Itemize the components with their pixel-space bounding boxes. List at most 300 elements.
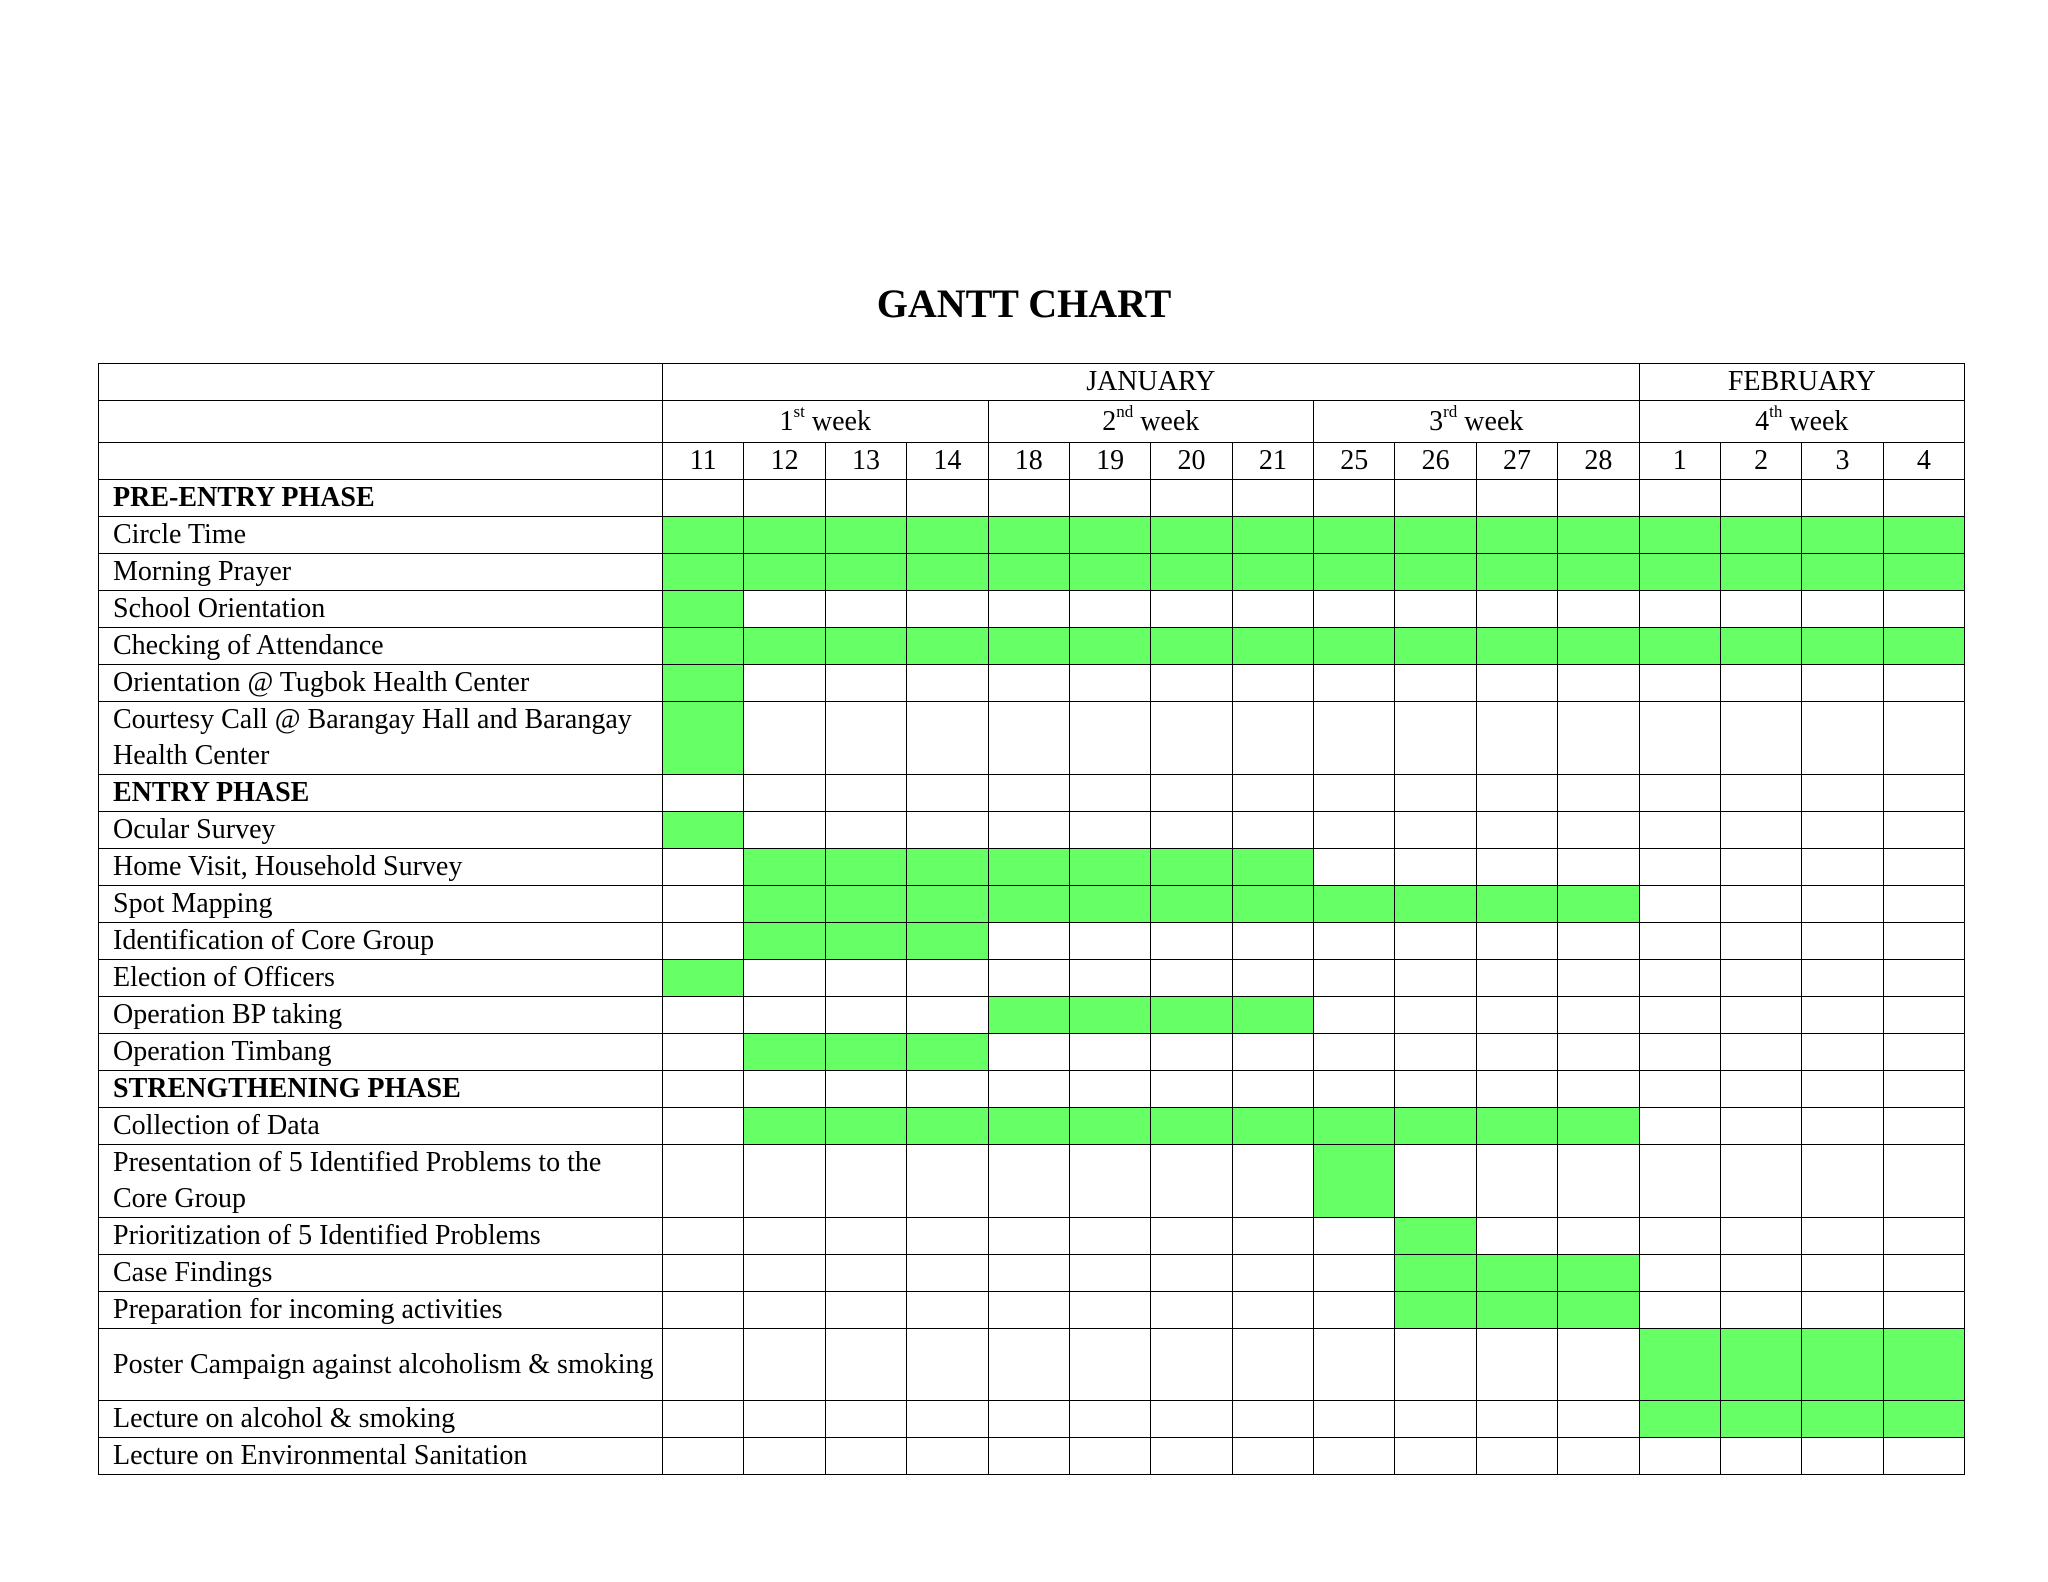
gantt-empty-cell — [1314, 1071, 1395, 1108]
task-row — [99, 1401, 1965, 1438]
gantt-bar-cell — [907, 923, 988, 960]
gantt-empty-cell — [1476, 812, 1557, 849]
gantt-bar-cell — [744, 1034, 825, 1071]
gantt-empty-cell — [825, 1438, 906, 1475]
gantt-empty-cell — [1151, 812, 1232, 849]
gantt-empty-cell — [1883, 1218, 1964, 1255]
gantt-empty-cell — [1720, 702, 1801, 775]
task-row — [99, 591, 1965, 628]
gantt-bar-cell — [1395, 886, 1476, 923]
gantt-empty-cell — [1802, 480, 1883, 517]
task-row — [99, 1034, 1965, 1071]
gantt-bar-cell — [988, 628, 1069, 665]
gantt-empty-cell — [1720, 923, 1801, 960]
gantt-empty-cell — [663, 849, 744, 886]
task-label: Collection of Data — [99, 1108, 663, 1145]
gantt-empty-cell — [988, 591, 1069, 628]
gantt-bar-cell — [1639, 517, 1720, 554]
gantt-empty-cell — [907, 997, 988, 1034]
phase-label: ENTRY PHASE — [99, 775, 663, 812]
gantt-empty-cell — [825, 702, 906, 775]
gantt-empty-cell — [1639, 1071, 1720, 1108]
gantt-empty-cell — [1314, 849, 1395, 886]
gantt-empty-cell — [1314, 1255, 1395, 1292]
gantt-empty-cell — [1883, 923, 1964, 960]
gantt-empty-cell — [907, 775, 988, 812]
gantt-empty-cell — [1151, 1292, 1232, 1329]
gantt-empty-cell — [988, 960, 1069, 997]
gantt-empty-cell — [1476, 1401, 1557, 1438]
gantt-empty-cell — [1802, 886, 1883, 923]
gantt-empty-cell — [1232, 923, 1313, 960]
gantt-empty-cell — [1639, 1438, 1720, 1475]
gantt-bar-cell — [1639, 1401, 1720, 1438]
gantt-empty-cell — [663, 480, 744, 517]
gantt-bar-cell — [1395, 628, 1476, 665]
gantt-empty-cell — [1232, 702, 1313, 775]
gantt-empty-cell — [1232, 1329, 1313, 1401]
gantt-empty-cell — [1476, 591, 1557, 628]
gantt-empty-cell — [1232, 665, 1313, 702]
gantt-bar-cell — [1476, 1292, 1557, 1329]
gantt-bar-cell — [1395, 554, 1476, 591]
gantt-bar-cell — [663, 628, 744, 665]
gantt-bar-cell — [1069, 554, 1150, 591]
gantt-empty-cell — [1314, 1292, 1395, 1329]
gantt-empty-cell — [825, 997, 906, 1034]
week-number: 2 — [1102, 405, 1117, 437]
gantt-empty-cell — [825, 812, 906, 849]
gantt-empty-cell — [1802, 812, 1883, 849]
gantt-empty-cell — [1883, 1071, 1964, 1108]
gantt-empty-cell — [825, 1329, 906, 1401]
gantt-empty-cell — [1151, 1071, 1232, 1108]
gantt-empty-cell — [1558, 1071, 1639, 1108]
day-header: 25 — [1314, 443, 1395, 480]
gantt-empty-cell — [1314, 997, 1395, 1034]
gantt-empty-cell — [744, 1329, 825, 1401]
gantt-bar-cell — [1476, 517, 1557, 554]
gantt-empty-cell — [744, 775, 825, 812]
gantt-bar-cell — [1883, 517, 1964, 554]
task-row — [99, 960, 1965, 997]
gantt-empty-cell — [988, 665, 1069, 702]
gantt-empty-cell — [1720, 665, 1801, 702]
gantt-empty-cell — [1802, 1108, 1883, 1145]
gantt-empty-cell — [1883, 886, 1964, 923]
gantt-bar-cell — [1802, 1329, 1883, 1401]
month-header: FEBRUARY — [1639, 364, 1965, 401]
gantt-bar-cell — [1639, 1329, 1720, 1401]
gantt-bar-cell — [1314, 517, 1395, 554]
gantt-bar-cell — [1069, 517, 1150, 554]
gantt-bar-cell — [1802, 517, 1883, 554]
gantt-bar-cell — [1883, 1329, 1964, 1401]
gantt-bar-cell — [825, 517, 906, 554]
gantt-empty-cell — [988, 702, 1069, 775]
gantt-bar-cell — [1395, 1292, 1476, 1329]
gantt-empty-cell — [1395, 591, 1476, 628]
gantt-empty-cell — [1395, 1145, 1476, 1218]
gantt-empty-cell — [1476, 1034, 1557, 1071]
task-label: Identification of Core Group — [99, 923, 663, 960]
gantt-empty-cell — [907, 1218, 988, 1255]
gantt-bar-cell — [825, 886, 906, 923]
gantt-empty-cell — [744, 1292, 825, 1329]
gantt-bar-cell — [1151, 517, 1232, 554]
gantt-empty-cell — [825, 665, 906, 702]
gantt-empty-cell — [1720, 960, 1801, 997]
gantt-empty-cell — [1314, 923, 1395, 960]
gantt-empty-cell — [744, 1218, 825, 1255]
gantt-empty-cell — [907, 1071, 988, 1108]
gantt-empty-cell — [663, 1108, 744, 1145]
task-label: Circle Time — [99, 517, 663, 554]
gantt-bar-cell — [1883, 554, 1964, 591]
gantt-empty-cell — [825, 1255, 906, 1292]
gantt-bar-cell — [1232, 517, 1313, 554]
gantt-empty-cell — [1802, 1034, 1883, 1071]
day-header: 11 — [663, 443, 744, 480]
gantt-empty-cell — [1639, 1255, 1720, 1292]
gantt-empty-cell — [988, 923, 1069, 960]
task-row — [99, 1145, 1965, 1218]
gantt-bar-cell — [1720, 1329, 1801, 1401]
gantt-empty-cell — [1476, 775, 1557, 812]
task-row — [99, 628, 1965, 665]
gantt-empty-cell — [663, 886, 744, 923]
gantt-empty-cell — [1151, 702, 1232, 775]
gantt-empty-cell — [1476, 480, 1557, 517]
gantt-bar-cell — [1232, 628, 1313, 665]
gantt-empty-cell — [1802, 1071, 1883, 1108]
gantt-empty-cell — [1151, 923, 1232, 960]
gantt-empty-cell — [1883, 1108, 1964, 1145]
gantt-empty-cell — [1395, 1071, 1476, 1108]
gantt-bar-cell — [1314, 1145, 1395, 1218]
gantt-empty-cell — [907, 1438, 988, 1475]
month-header: JANUARY — [663, 364, 1640, 401]
gantt-empty-cell — [663, 1292, 744, 1329]
gantt-empty-cell — [1639, 591, 1720, 628]
gantt-empty-cell — [1558, 849, 1639, 886]
gantt-empty-cell — [1314, 1218, 1395, 1255]
gantt-bar-cell — [663, 591, 744, 628]
task-label: Morning Prayer — [99, 554, 663, 591]
day-header: 12 — [744, 443, 825, 480]
phase-label: PRE-ENTRY PHASE — [99, 480, 663, 517]
gantt-empty-cell — [1720, 591, 1801, 628]
day-header: 26 — [1395, 443, 1476, 480]
gantt-empty-cell — [1883, 1292, 1964, 1329]
task-row — [99, 923, 1965, 960]
gantt-empty-cell — [744, 591, 825, 628]
gantt-empty-cell — [907, 591, 988, 628]
gantt-bar-cell — [907, 554, 988, 591]
gantt-empty-cell — [1395, 1329, 1476, 1401]
gantt-empty-cell — [907, 702, 988, 775]
gantt-empty-cell — [907, 665, 988, 702]
gantt-empty-cell — [1232, 1292, 1313, 1329]
gantt-bar-cell — [1232, 886, 1313, 923]
week-header-row — [99, 401, 1965, 443]
gantt-empty-cell — [907, 1145, 988, 1218]
gantt-empty-cell — [1802, 1438, 1883, 1475]
gantt-empty-cell — [1476, 923, 1557, 960]
gantt-empty-cell — [1639, 702, 1720, 775]
task-label: Prioritization of 5 Identified Problems — [99, 1218, 663, 1255]
gantt-empty-cell — [1639, 775, 1720, 812]
gantt-empty-cell — [1639, 1292, 1720, 1329]
day-header: 2 — [1720, 443, 1801, 480]
gantt-empty-cell — [1720, 997, 1801, 1034]
gantt-bar-cell — [663, 702, 744, 775]
task-label: Operation BP taking — [99, 997, 663, 1034]
gantt-empty-cell — [1232, 591, 1313, 628]
gantt-empty-cell — [663, 1401, 744, 1438]
gantt-empty-cell — [1802, 849, 1883, 886]
gantt-empty-cell — [1802, 665, 1883, 702]
gantt-empty-cell — [1069, 812, 1150, 849]
gantt-bar-cell — [825, 1034, 906, 1071]
task-label: Spot Mapping — [99, 886, 663, 923]
gantt-bar-cell — [825, 628, 906, 665]
gantt-empty-cell — [825, 1071, 906, 1108]
gantt-bar-cell — [1802, 554, 1883, 591]
gantt-empty-cell — [1558, 665, 1639, 702]
gantt-empty-cell — [663, 1034, 744, 1071]
gantt-empty-cell — [663, 1329, 744, 1401]
gantt-bar-cell — [1395, 517, 1476, 554]
phase-label: STRENGTHENING PHASE — [99, 1071, 663, 1108]
gantt-bar-cell — [1151, 997, 1232, 1034]
gantt-empty-cell — [1802, 702, 1883, 775]
gantt-empty-cell — [1314, 591, 1395, 628]
gantt-bar-cell — [1151, 628, 1232, 665]
gantt-empty-cell — [1151, 665, 1232, 702]
gantt-empty-cell — [663, 1145, 744, 1218]
gantt-bar-cell — [1314, 1108, 1395, 1145]
gantt-empty-cell — [744, 1255, 825, 1292]
gantt-empty-cell — [1558, 702, 1639, 775]
gantt-empty-cell — [1314, 1034, 1395, 1071]
gantt-empty-cell — [1558, 1438, 1639, 1475]
gantt-bar-cell — [744, 849, 825, 886]
gantt-empty-cell — [744, 997, 825, 1034]
gantt-empty-cell — [907, 1292, 988, 1329]
gantt-empty-cell — [1802, 960, 1883, 997]
gantt-empty-cell — [1395, 960, 1476, 997]
task-rows — [99, 480, 1965, 1475]
task-label: Case Findings — [99, 1255, 663, 1292]
week-word: week — [1789, 405, 1849, 437]
phase-row — [99, 480, 1965, 517]
gantt-empty-cell — [1232, 1145, 1313, 1218]
gantt-bar-cell — [744, 923, 825, 960]
day-header-spacer — [99, 443, 663, 480]
gantt-bar-cell — [1314, 554, 1395, 591]
gantt-bar-cell — [744, 1108, 825, 1145]
gantt-empty-cell — [1069, 1255, 1150, 1292]
task-row — [99, 886, 1965, 923]
gantt-empty-cell — [988, 1218, 1069, 1255]
week-header — [988, 401, 1314, 443]
gantt-bar-cell — [907, 1108, 988, 1145]
day-header: 18 — [988, 443, 1069, 480]
gantt-bar-cell — [1802, 628, 1883, 665]
gantt-empty-cell — [744, 1438, 825, 1475]
week-ordinal-suffix: th — [1769, 402, 1783, 422]
gantt-empty-cell — [1314, 665, 1395, 702]
day-header: 13 — [825, 443, 906, 480]
gantt-empty-cell — [1558, 1401, 1639, 1438]
gantt-bar-cell — [1720, 628, 1801, 665]
gantt-empty-cell — [907, 812, 988, 849]
gantt-bar-cell — [663, 517, 744, 554]
gantt-empty-cell — [988, 1071, 1069, 1108]
gantt-empty-cell — [1883, 591, 1964, 628]
gantt-empty-cell — [1720, 775, 1801, 812]
gantt-empty-cell — [1720, 849, 1801, 886]
gantt-empty-cell — [1314, 812, 1395, 849]
gantt-empty-cell — [988, 812, 1069, 849]
gantt-bar-cell — [907, 517, 988, 554]
gantt-empty-cell — [825, 1292, 906, 1329]
gantt-empty-cell — [1883, 1438, 1964, 1475]
gantt-empty-cell — [1558, 480, 1639, 517]
gantt-bar-cell — [744, 628, 825, 665]
gantt-bar-cell — [663, 665, 744, 702]
gantt-empty-cell — [1151, 1218, 1232, 1255]
gantt-bar-cell — [1232, 1108, 1313, 1145]
gantt-empty-cell — [663, 923, 744, 960]
task-row — [99, 1438, 1965, 1475]
gantt-empty-cell — [1558, 960, 1639, 997]
gantt-bar-cell — [825, 1108, 906, 1145]
gantt-empty-cell — [1883, 665, 1964, 702]
gantt-empty-cell — [1069, 480, 1150, 517]
gantt-empty-cell — [1476, 1071, 1557, 1108]
day-header: 27 — [1476, 443, 1557, 480]
gantt-bar-cell — [1802, 1401, 1883, 1438]
gantt-bar-cell — [1314, 886, 1395, 923]
gantt-bar-cell — [1476, 1255, 1557, 1292]
gantt-empty-cell — [1314, 1401, 1395, 1438]
gantt-bar-cell — [1883, 1401, 1964, 1438]
gantt-bar-cell — [1558, 1255, 1639, 1292]
task-row — [99, 997, 1965, 1034]
gantt-empty-cell — [1476, 702, 1557, 775]
gantt-empty-cell — [1069, 1329, 1150, 1401]
task-row — [99, 812, 1965, 849]
week-word: week — [1140, 405, 1200, 437]
gantt-empty-cell — [1151, 591, 1232, 628]
gantt-empty-cell — [744, 1401, 825, 1438]
gantt-empty-cell — [744, 702, 825, 775]
gantt-empty-cell — [1720, 886, 1801, 923]
gantt-empty-cell — [1558, 1145, 1639, 1218]
gantt-empty-cell — [825, 591, 906, 628]
gantt-empty-cell — [1639, 812, 1720, 849]
gantt-empty-cell — [1476, 1218, 1557, 1255]
gantt-empty-cell — [1314, 1438, 1395, 1475]
gantt-empty-cell — [1069, 1071, 1150, 1108]
gantt-bar-cell — [744, 886, 825, 923]
gantt-empty-cell — [1232, 1034, 1313, 1071]
gantt-empty-cell — [1476, 997, 1557, 1034]
gantt-bar-cell — [988, 997, 1069, 1034]
gantt-empty-cell — [1883, 1145, 1964, 1218]
gantt-bar-cell — [1314, 628, 1395, 665]
gantt-bar-cell — [1232, 849, 1313, 886]
chart-title: GANTT CHART — [876, 281, 1172, 326]
month-header-row — [99, 364, 1965, 401]
gantt-empty-cell — [1151, 1438, 1232, 1475]
week-ordinal-suffix: nd — [1116, 402, 1134, 422]
gantt-empty-cell — [1232, 960, 1313, 997]
gantt-bar-cell — [744, 517, 825, 554]
task-label: Courtesy Call @ Barangay Hall and Barangay Health Center — [99, 702, 663, 775]
gantt-bar-cell — [825, 849, 906, 886]
gantt-empty-cell — [1395, 849, 1476, 886]
gantt-bar-cell — [1558, 554, 1639, 591]
task-row — [99, 1108, 1965, 1145]
day-header: 21 — [1232, 443, 1313, 480]
gantt-empty-cell — [1151, 960, 1232, 997]
gantt-empty-cell — [1883, 1255, 1964, 1292]
gantt-empty-cell — [1151, 1145, 1232, 1218]
gantt-empty-cell — [907, 1329, 988, 1401]
gantt-empty-cell — [1883, 812, 1964, 849]
gantt-empty-cell — [744, 1071, 825, 1108]
day-header: 20 — [1151, 443, 1232, 480]
task-label: Poster Campaign against alcoholism & smoking — [99, 1329, 663, 1401]
gantt-empty-cell — [1395, 997, 1476, 1034]
task-label: Orientation @ Tugbok Health Center — [99, 665, 663, 702]
gantt-empty-cell — [1314, 480, 1395, 517]
gantt-empty-cell — [1069, 665, 1150, 702]
gantt-empty-cell — [988, 1292, 1069, 1329]
gantt-empty-cell — [907, 1255, 988, 1292]
gantt-empty-cell — [1232, 1071, 1313, 1108]
gantt-bar-cell — [1151, 554, 1232, 591]
gantt-empty-cell — [1720, 1108, 1801, 1145]
week-ordinal-suffix: st — [793, 402, 805, 422]
phase-row — [99, 775, 1965, 812]
gantt-empty-cell — [1232, 775, 1313, 812]
gantt-bar-cell — [907, 886, 988, 923]
task-label: Lecture on alcohol & smoking — [99, 1401, 663, 1438]
gantt-bar-cell — [1069, 1108, 1150, 1145]
gantt-bar-cell — [907, 628, 988, 665]
gantt-empty-cell — [1720, 1292, 1801, 1329]
gantt-empty-cell — [825, 1401, 906, 1438]
gantt-empty-cell — [1802, 1255, 1883, 1292]
task-row — [99, 665, 1965, 702]
gantt-empty-cell — [1151, 1401, 1232, 1438]
gantt-empty-cell — [907, 960, 988, 997]
gantt-bar-cell — [1069, 886, 1150, 923]
gantt-bar-cell — [1720, 1401, 1801, 1438]
task-label: Home Visit, Household Survey — [99, 849, 663, 886]
gantt-empty-cell — [1069, 1218, 1150, 1255]
gantt-empty-cell — [1395, 702, 1476, 775]
gantt-empty-cell — [988, 1401, 1069, 1438]
gantt-empty-cell — [1069, 923, 1150, 960]
gantt-empty-cell — [1558, 812, 1639, 849]
gantt-empty-cell — [663, 997, 744, 1034]
gantt-empty-cell — [1883, 775, 1964, 812]
